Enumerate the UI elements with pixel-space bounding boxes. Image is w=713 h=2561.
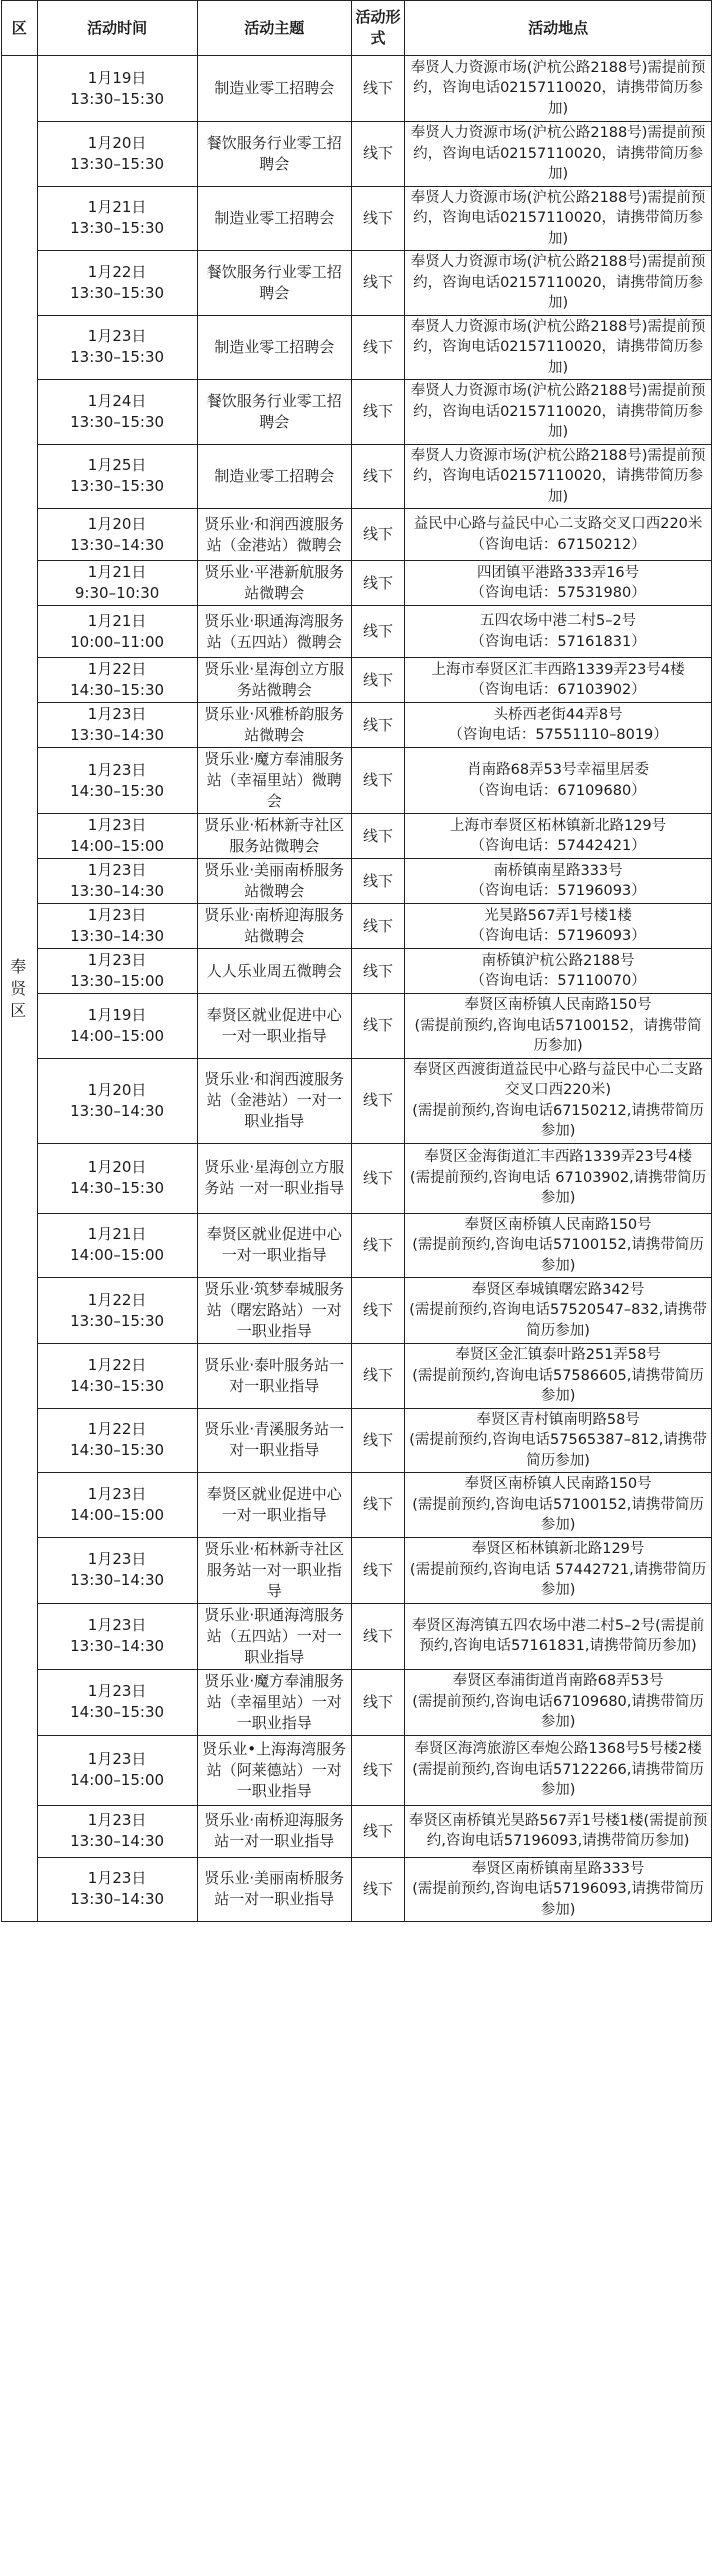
table-row xyxy=(2,251,712,316)
time-cell: 1月23日 13:30–14:30 xyxy=(37,1857,197,1922)
time-cell: 1月19日 13:30–15:30 xyxy=(37,56,197,122)
form-cell: 线下 xyxy=(351,1408,404,1473)
time-cell: 1月25日 13:30–15:30 xyxy=(37,444,197,509)
place-cell: 奉贤人力资源市场(沪杭公路2188号)需提前预约，咨询电话02157110020，请携带简历参加) xyxy=(405,444,712,509)
place-cell: 奉贤区柘林镇新北路129号 (需提前预约,咨询电话 57442721,请携带简历参加) xyxy=(405,1537,712,1603)
form-cell: 线下 xyxy=(351,1278,404,1344)
activity-table xyxy=(1,0,712,1922)
table-row xyxy=(2,444,712,509)
theme-cell: 贤乐业·职通海湾服务站（五四站）微聘会 xyxy=(197,606,351,658)
time-cell: 1月20日 13:30–14:30 xyxy=(37,509,197,561)
table-row xyxy=(2,748,712,814)
place-cell: 奉贤区南桥镇人民南路150号 (需提前预约,咨询电话57100152,请携带简历参加) xyxy=(405,1213,712,1278)
time-cell: 1月22日 14:30–15:30 xyxy=(37,1408,197,1473)
time-cell: 1月24日 13:30–15:30 xyxy=(37,380,197,445)
time-cell: 1月20日 13:30–15:30 xyxy=(37,122,197,187)
theme-cell: 人人乐业周五微聘会 xyxy=(197,949,351,994)
time-cell: 1月23日 14:30–15:30 xyxy=(37,1669,197,1735)
theme-cell: 制造业零工招聘会 xyxy=(197,56,351,122)
form-cell: 线下 xyxy=(351,994,404,1059)
table-row xyxy=(2,315,712,380)
form-cell: 线下 xyxy=(351,1143,404,1213)
theme-cell: 贤乐业·柘林新寺社区服务站一对一职业指导 xyxy=(197,1537,351,1603)
form-cell: 线下 xyxy=(351,1344,404,1409)
table-row xyxy=(2,122,712,187)
header-form: 活动形式 xyxy=(351,1,404,56)
time-cell: 1月23日 14:00–15:00 xyxy=(37,1473,197,1538)
time-cell: 1月23日 13:30–14:30 xyxy=(37,703,197,748)
form-cell: 线下 xyxy=(351,1537,404,1603)
place-cell: 奉贤区南桥镇南星路333号 (需提前预约,咨询电话57196093,请携带简历参加) xyxy=(405,1857,712,1922)
place-cell: 南桥镇南星路333号 （咨询电话：57196093） xyxy=(405,859,712,904)
theme-cell: 贤乐业·职通海湾服务站（五四站）一对一职业指导 xyxy=(197,1603,351,1669)
theme-cell: 贤乐业·青溪服务站一对一职业指导 xyxy=(197,1408,351,1473)
table-row xyxy=(2,1805,712,1857)
time-cell: 1月21日 14:00–15:00 xyxy=(37,1213,197,1278)
form-cell: 线下 xyxy=(351,315,404,380)
table-row xyxy=(2,703,712,748)
theme-cell: 贤乐业·筑梦奉城服务站（曙宏路站）一对一职业指导 xyxy=(197,1278,351,1344)
place-cell: 奉贤人力资源市场(沪杭公路2188号)需提前预约，咨询电话02157110020，请携带简历参加) xyxy=(405,186,712,251)
theme-cell: 制造业零工招聘会 xyxy=(197,186,351,251)
header-district: 区 xyxy=(2,1,38,56)
table-row xyxy=(2,1344,712,1409)
form-cell: 线下 xyxy=(351,1735,404,1805)
place-cell: 四团镇平港路333弄16号 （咨询电话：57531980） xyxy=(405,561,712,606)
theme-cell: 餐饮服务行业零工招聘会 xyxy=(197,380,351,445)
place-cell: 奉贤区青村镇南明路58号 (需提前预约,咨询电话57565387–812,请携带简历参加) xyxy=(405,1408,712,1473)
place-cell: 奉贤区金汇镇泰叶路251弄58号 (需提前预约,咨询电话57586605,请携带简历参加) xyxy=(405,1344,712,1409)
time-cell: 1月23日 13:30–15:00 xyxy=(37,949,197,994)
time-cell: 1月21日 13:30–15:30 xyxy=(37,186,197,251)
place-cell: 益民中心路与益民中心二支路交叉口西220米 （咨询电话：67150212） xyxy=(405,509,712,561)
place-cell: 奉贤区海湾镇五四农场中港二村5–2号(需提前预约,咨询电话57161831,请携带简历参加) xyxy=(405,1603,712,1669)
district-label: 奉贤区 xyxy=(10,956,29,1020)
time-cell: 1月23日 14:00–15:00 xyxy=(37,814,197,859)
theme-cell: 贤乐业·和润西渡服务站（金港站）一对一职业指导 xyxy=(197,1058,351,1143)
place-cell: 奉贤区海湾旅游区奉炮公路1368号5号楼2楼 (需提前预约,咨询电话57122266,请携带简历参加) xyxy=(405,1735,712,1805)
form-cell: 线下 xyxy=(351,1805,404,1857)
form-cell: 线下 xyxy=(351,814,404,859)
table-row xyxy=(2,1213,712,1278)
place-cell: 肖南路68弄53号幸福里居委 （咨询电话：67109680） xyxy=(405,748,712,814)
time-cell: 1月19日 14:00–15:00 xyxy=(37,994,197,1059)
theme-cell: 贤乐业·星海创立方服务站微聘会 xyxy=(197,658,351,703)
place-cell: 奉贤区南桥镇人民南路150号 (需提前预约,咨询电话57100152,请携带简历参加) xyxy=(405,1473,712,1538)
form-cell: 线下 xyxy=(351,904,404,949)
time-cell: 1月23日 13:30–14:30 xyxy=(37,904,197,949)
time-cell: 1月22日 13:30–15:30 xyxy=(37,251,197,316)
table-row xyxy=(2,509,712,561)
table-row xyxy=(2,1408,712,1473)
form-cell: 线下 xyxy=(351,561,404,606)
table-row xyxy=(2,1473,712,1538)
table-row xyxy=(2,561,712,606)
place-cell: 奉贤区奉浦街道肖南路68弄53号 (需提前预约,咨询电话67109680,请携带简历参加) xyxy=(405,1669,712,1735)
theme-cell: 贤乐业·美丽南桥服务站微聘会 xyxy=(197,859,351,904)
theme-cell: 贤乐业·魔方奉浦服务站（幸福里站）一对一职业指导 xyxy=(197,1669,351,1735)
header-row xyxy=(2,1,712,56)
time-cell: 1月21日 10:00–11:00 xyxy=(37,606,197,658)
theme-cell: 奉贤区就业促进中心一对一职业指导 xyxy=(197,1473,351,1538)
form-cell: 线下 xyxy=(351,444,404,509)
theme-cell: 贤乐业•上海海湾服务站（阿莱德站）一对一职业指导 xyxy=(197,1735,351,1805)
form-cell: 线下 xyxy=(351,1213,404,1278)
theme-cell: 贤乐业·风雅桥韵服务站微聘会 xyxy=(197,703,351,748)
table-row xyxy=(2,1603,712,1669)
place-cell: 奉贤人力资源市场(沪杭公路2188号)需提前预约，咨询电话02157110020，请携带简历参加) xyxy=(405,380,712,445)
form-cell: 线下 xyxy=(351,1473,404,1538)
table-body xyxy=(2,56,712,1922)
header-theme: 活动主题 xyxy=(197,1,351,56)
theme-cell: 餐饮服务行业零工招聘会 xyxy=(197,251,351,316)
theme-cell: 贤乐业·南桥迎海服务站微聘会 xyxy=(197,904,351,949)
table-row xyxy=(2,1278,712,1344)
time-cell: 1月23日 13:30–14:30 xyxy=(37,1537,197,1603)
place-cell: 五四农场中港二村5–2号 （咨询电话：57161831） xyxy=(405,606,712,658)
header-place: 活动地点 xyxy=(405,1,712,56)
theme-cell: 餐饮服务行业零工招聘会 xyxy=(197,122,351,187)
table-row xyxy=(2,1735,712,1805)
table-row xyxy=(2,994,712,1059)
table-row xyxy=(2,1143,712,1213)
place-cell: 奉贤区金海街道汇丰西路1339弄23号4楼 (需提前预约,咨询电话 67103902,请携带简历参加) xyxy=(405,1143,712,1213)
time-cell: 1月23日 14:30–15:30 xyxy=(37,748,197,814)
form-cell: 线下 xyxy=(351,380,404,445)
form-cell: 线下 xyxy=(351,509,404,561)
place-cell: 奉贤人力资源市场(沪杭公路2188号)需提前预约，咨询电话02157110020，请携带简历参加) xyxy=(405,56,712,122)
form-cell: 线下 xyxy=(351,1058,404,1143)
form-cell: 线下 xyxy=(351,949,404,994)
time-cell: 1月23日 13:30–14:30 xyxy=(37,1805,197,1857)
form-cell: 线下 xyxy=(351,56,404,122)
time-cell: 1月21日 9:30–10:30 xyxy=(37,561,197,606)
time-cell: 1月23日 13:30–14:30 xyxy=(37,1603,197,1669)
header-time: 活动时间 xyxy=(37,1,197,56)
time-cell: 1月20日 13:30–14:30 xyxy=(37,1058,197,1143)
table-row xyxy=(2,186,712,251)
time-cell: 1月23日 13:30–15:30 xyxy=(37,315,197,380)
table-row xyxy=(2,1058,712,1143)
table-row xyxy=(2,859,712,904)
form-cell: 线下 xyxy=(351,122,404,187)
theme-cell: 贤乐业·柘林新寺社区服务站微聘会 xyxy=(197,814,351,859)
time-cell: 1月22日 14:30–15:30 xyxy=(37,1344,197,1409)
place-cell: 奉贤区奉城镇曙宏路342号 (需提前预约,咨询电话57520547–832,请携带简历参加) xyxy=(405,1278,712,1344)
form-cell: 线下 xyxy=(351,606,404,658)
table-row xyxy=(2,1537,712,1603)
table-row xyxy=(2,814,712,859)
place-cell: 奉贤区南桥镇光昊路567弄1号楼1楼(需提前预约,咨询电话57196093,请携带简历参加) xyxy=(405,1805,712,1857)
place-cell: 上海市奉贤区柘林镇新北路129号 （咨询电话：57442421） xyxy=(405,814,712,859)
theme-cell: 贤乐业·泰叶服务站一对一职业指导 xyxy=(197,1344,351,1409)
table-row xyxy=(2,904,712,949)
place-cell: 奉贤区南桥镇人民南路150号 (需提前预约,咨询电话57100152，请携带简历参加) xyxy=(405,994,712,1059)
form-cell: 线下 xyxy=(351,859,404,904)
place-cell: 奉贤区西渡街道益民中心路与益民中心二支路交叉口西220米) (需提前预约,咨询电话67150212,请携带简历参加) xyxy=(405,1058,712,1143)
table-row xyxy=(2,606,712,658)
table-row xyxy=(2,380,712,445)
time-cell: 1月22日 13:30–15:30 xyxy=(37,1278,197,1344)
form-cell: 线下 xyxy=(351,658,404,703)
time-cell: 1月23日 13:30–14:30 xyxy=(37,859,197,904)
form-cell: 线下 xyxy=(351,1603,404,1669)
place-cell: 光昊路567弄1号楼1楼 （咨询电话：57196093） xyxy=(405,904,712,949)
form-cell: 线下 xyxy=(351,251,404,316)
time-cell: 1月20日 14:30–15:30 xyxy=(37,1143,197,1213)
theme-cell: 贤乐业·星海创立方服务站 一对一职业指导 xyxy=(197,1143,351,1213)
theme-cell: 贤乐业·美丽南桥服务站一对一职业指导 xyxy=(197,1857,351,1922)
theme-cell: 贤乐业·平港新航服务站微聘会 xyxy=(197,561,351,606)
theme-cell: 贤乐业·和润西渡服务站（金港站）微聘会 xyxy=(197,509,351,561)
table-row xyxy=(2,658,712,703)
table-row xyxy=(2,1857,712,1922)
theme-cell: 奉贤区就业促进中心一对一职业指导 xyxy=(197,1213,351,1278)
form-cell: 线下 xyxy=(351,1669,404,1735)
theme-cell: 贤乐业·魔方奉浦服务站（幸福里站）微聘会 xyxy=(197,748,351,814)
table-row xyxy=(2,1669,712,1735)
theme-cell: 奉贤区就业促进中心一对一职业指导 xyxy=(197,994,351,1059)
place-cell: 奉贤人力资源市场(沪杭公路2188号)需提前预约，咨询电话02157110020，请携带简历参加) xyxy=(405,315,712,380)
place-cell: 奉贤人力资源市场(沪杭公路2188号)需提前预约，咨询电话02157110020，请携带简历参加) xyxy=(405,122,712,187)
time-cell: 1月23日 14:00–15:00 xyxy=(37,1735,197,1805)
theme-cell: 制造业零工招聘会 xyxy=(197,315,351,380)
theme-cell: 制造业零工招聘会 xyxy=(197,444,351,509)
table-row xyxy=(2,949,712,994)
theme-cell: 贤乐业·南桥迎海服务站一对一职业指导 xyxy=(197,1805,351,1857)
place-cell: 奉贤人力资源市场(沪杭公路2188号)需提前预约，咨询电话02157110020，请携带简历参加) xyxy=(405,251,712,316)
place-cell: 南桥镇沪杭公路2188号 （咨询电话：57110070） xyxy=(405,949,712,994)
form-cell: 线下 xyxy=(351,186,404,251)
table-row xyxy=(2,56,712,122)
form-cell: 线下 xyxy=(351,748,404,814)
form-cell: 线下 xyxy=(351,1857,404,1922)
time-cell: 1月22日 14:30–15:30 xyxy=(37,658,197,703)
place-cell: 上海市奉贤区汇丰西路1339弄23号4楼 （咨询电话：67103902） xyxy=(405,658,712,703)
place-cell: 头桥西老街44弄8号 （咨询电话：57551110–8019） xyxy=(405,703,712,748)
district-cell xyxy=(2,56,38,1922)
form-cell: 线下 xyxy=(351,703,404,748)
